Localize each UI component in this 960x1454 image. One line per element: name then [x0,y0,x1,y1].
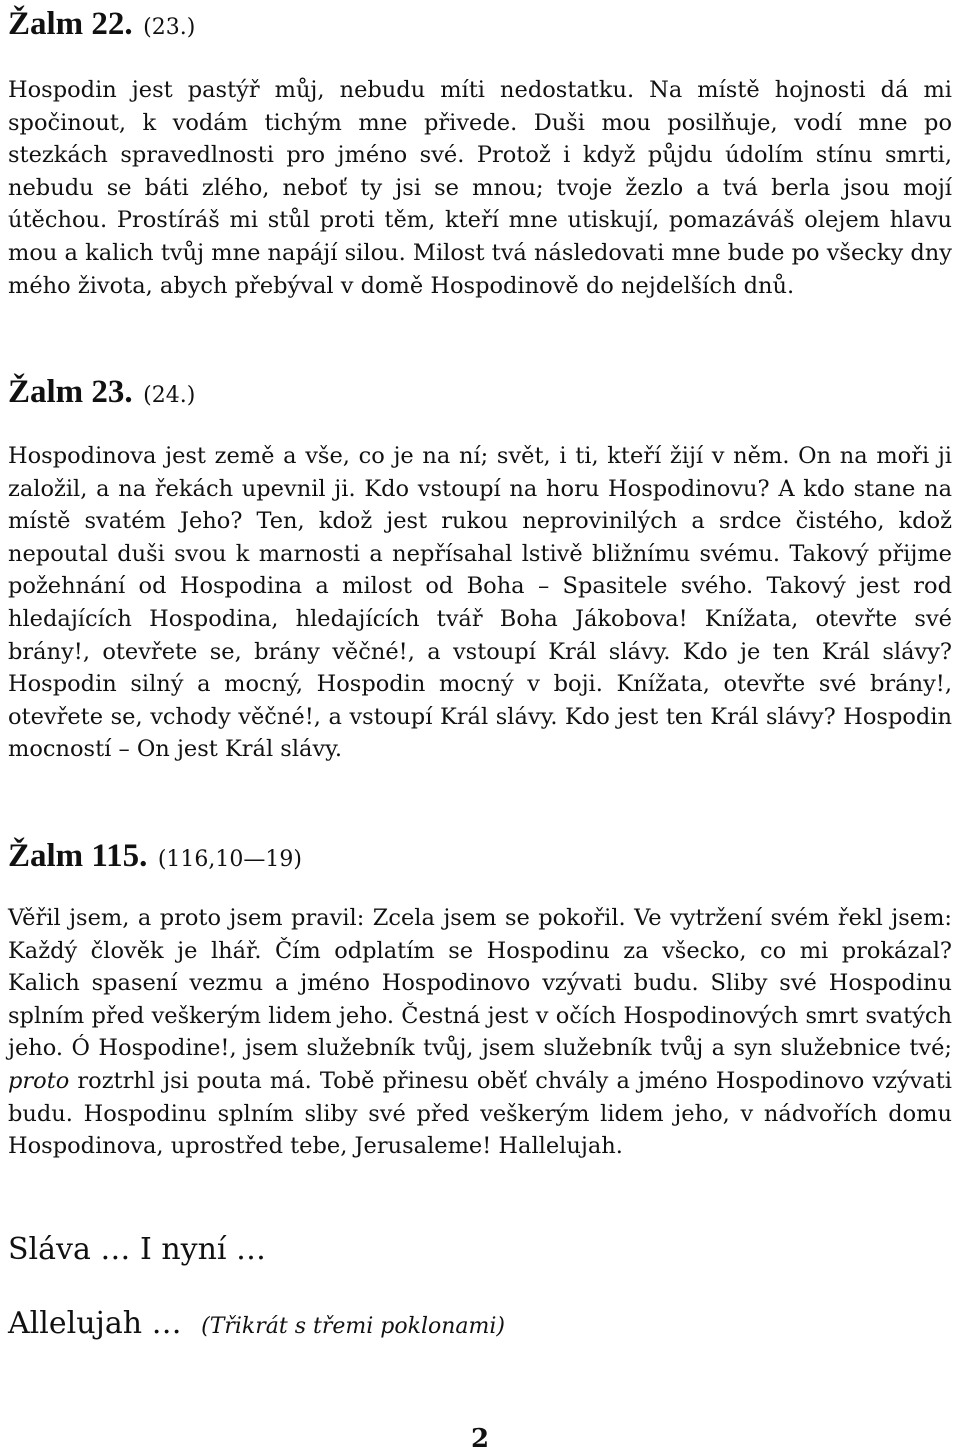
psalm-23-text: Hospodinova jest země a vše, co je na ní; svět, i ti, kteří žijí v něm. On na moři ji založil, a na řekách upevnil ji. Kdo vstoupí na horu Hospodinovu? A kdo stane na místě svatém Jeho? Ten, kdož jest rukou neprovinilých a srdce čistého, kdož nepoutal duši svou k marnosti a nepřísahal lstivě bližnímu svému. Takový přijme požehnání od Hospodina a milost od Boha – Spasitele svého. Takový jest rod hledajících Hospodina, hledajících tvář Boha Jákobova! Knížata, otevřte své brány!, otevřete se, brány věčné!, a vstoupí Král slávy. Kdo je ten Král slávy? Hospodin silný a mocný, Hospodin mocný v boji. Knížata, otevřte své brány!, otevřete se, vchody věčné!, a vstoupí Král slávy. Kdo jest ten Král slávy? Hospodin mocností – On jest Král slávy. [8,443,952,763]
page-number: 2 [470,1424,490,1454]
psalm-115-text-before: Věřil jsem, a proto jsem pravil: Zcela jsem se pokořil. Ve vytržení svém řekl jsem: Každý člověk je lhář. Čím odplatím se Hospodinu za všecko, co mi prokázal? Kalich spasení vezmu a jméno Hospodinovo vzývati budu. Sliby své Hospodinu splním před veškerým lidem jeho. Čestná jest v očích Hospodinových smrt svatých jeho. Ó Hospodine!, jsem služebník tvůj, jsem služebník tvůj a syn služebnice tvé; [8,905,952,1062]
psalm-22-text: Hospodin jest pastýř můj, nebudu míti nedostatku. Na místě hojnosti dá mi spočinout, k vodám tichým mne přivede. Duši mou posilňuje, vodí mne po stezkách spravedlnosti pro jméno své. Protož i když půjdu údolím stínu smrti, nebudu se báti zlého, neboť ty jsi se mnou; tvoje žezlo a tvá berla jsou mojí útěchou. Prostíráš mi stůl proti těm, kteří mne utiskují, pomazáváš olejem hlavu mou a kalich tvůj mne napájí silou. Milost tvá následovati mne bude po všecky dny mého života, abych přebýval v domě Hospodinově do nejdelších dnů. [8,77,952,299]
psalm-115-italic-word: proto [8,1067,70,1094]
allelujah-line [8,1304,505,1347]
allelujah-rubric: (Třikrát s třemi poklonami) [201,1314,505,1339]
psalm-22-heading [8,4,195,48]
psalm-23-reference: (24.) [143,383,196,408]
psalm-115-text [8,902,952,1163]
psalm-22-reference: (23.) [143,15,196,40]
psalm-23-title: Žalm 23. [8,374,133,410]
psalm-115-reference: (116,10—19) [157,847,302,872]
psalm-115-heading [8,836,302,880]
allelujah-text: Allelujah … [8,1306,182,1341]
psalm-22-title: Žalm 22. [8,6,133,42]
psalm-23-heading [8,372,195,416]
psalm-115-text-after: roztrhl jsi pouta má. Tobě přinesu oběť chvály a jméno Hospodinovo vzývati budu. Hospodinu splním sliby své před veškerým lidem jeho, v nádvořích domu Hospodinova, uprostřed tebe, Jerusaleme! Hallelujah. [8,1067,952,1160]
psalm-115-title: Žalm 115. [8,838,148,874]
slava-line: Sláva … I nyní … [8,1232,267,1267]
